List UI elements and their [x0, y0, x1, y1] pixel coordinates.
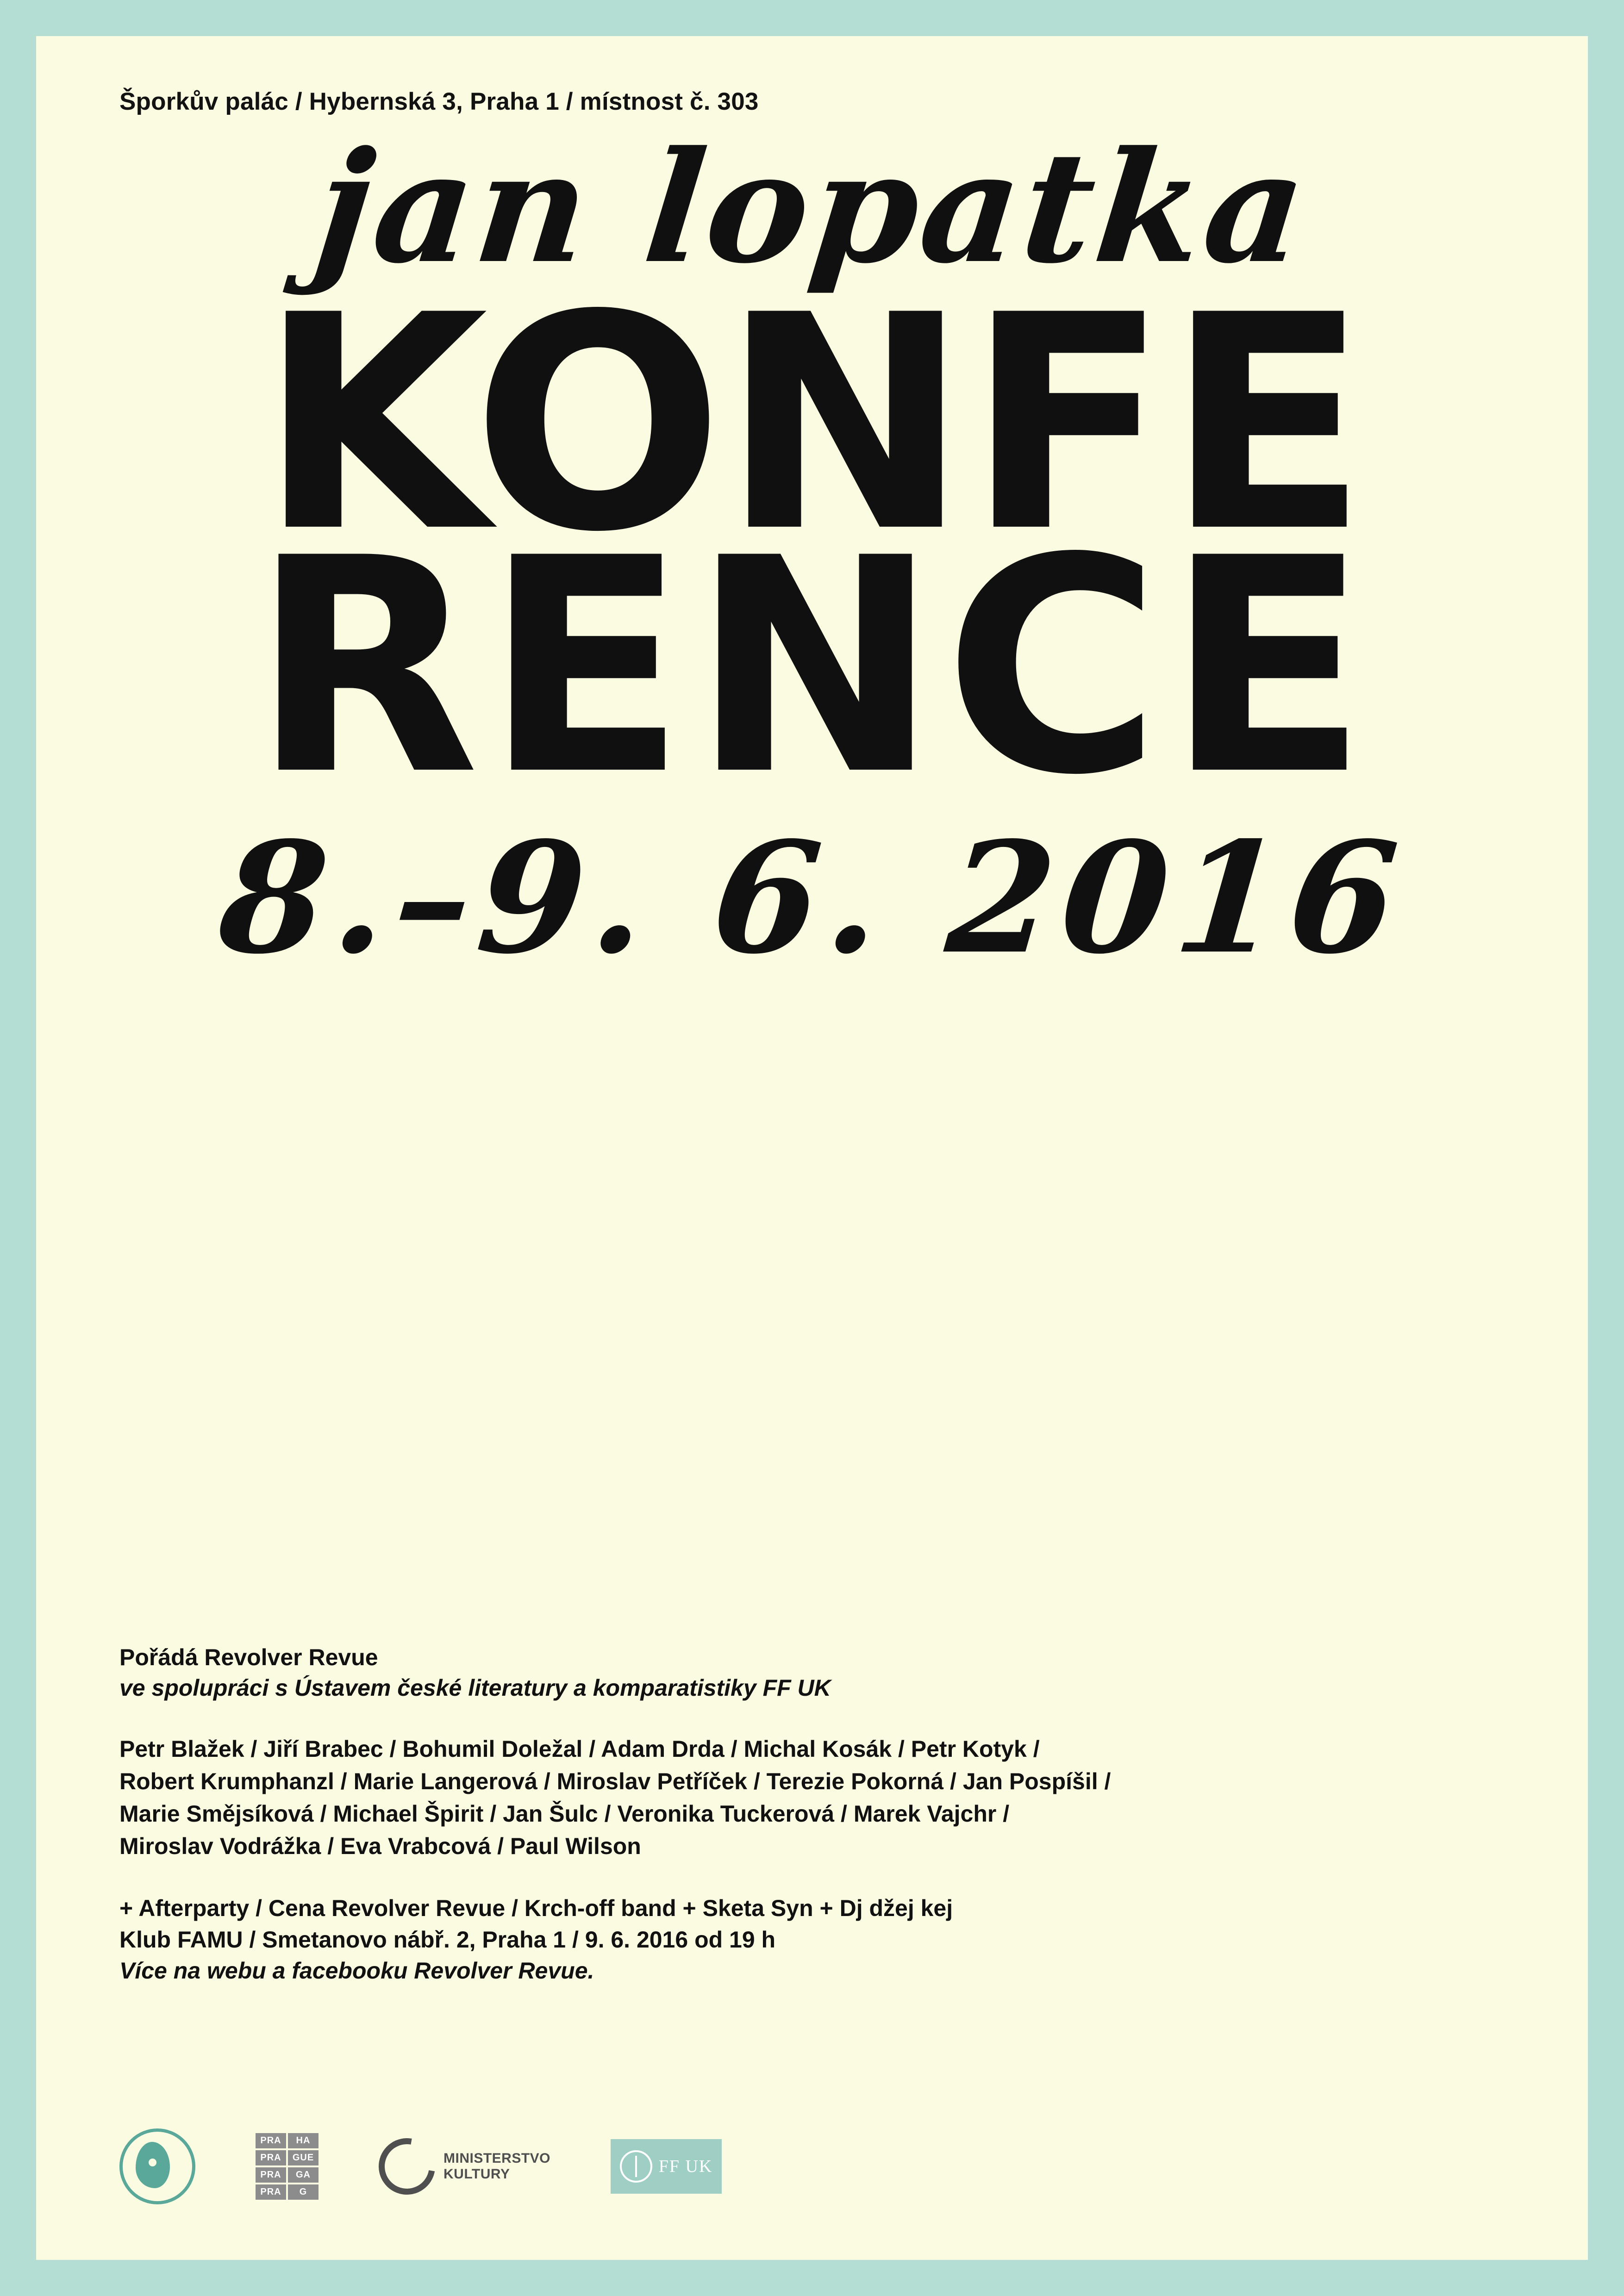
- big-word-line-1: KONFE: [258, 252, 1366, 597]
- prague-logo-cell: PRA: [256, 2150, 286, 2165]
- script-title: jan lopatka: [307, 117, 1317, 297]
- prague-logo-cell: GA: [288, 2167, 319, 2183]
- organizer-block: [119, 1642, 1514, 1703]
- revolver-revue-logo: [119, 2128, 195, 2204]
- prague-logo-cell: PRA: [256, 2167, 286, 2183]
- participants-list: [119, 1733, 1490, 1862]
- big-word: [110, 252, 1514, 840]
- prague-logo-cell: G: [288, 2184, 319, 2200]
- prague-logo-cell: GUE: [288, 2150, 319, 2165]
- ministry-logo-text: [443, 2151, 550, 2183]
- venue-line: Šporkův palác / Hybernská 3, Praha 1 / místnost č. 303: [119, 88, 759, 115]
- participants-line: Miroslav Vodrážka / Eva Vrabcová / Paul Wilson: [119, 1833, 641, 1859]
- profile-eye-shape: [149, 2159, 156, 2166]
- ministry-of-culture-logo: [379, 2138, 550, 2195]
- participants-line: Marie Smějsíková / Michael Špirit / Jan Šulc / Veronika Tuckerová / Marek Vajchr /: [119, 1801, 1010, 1827]
- ffuk-logo: [611, 2139, 722, 2194]
- organizer-line-1: Pořádá Revolver Revue: [119, 1644, 378, 1670]
- ministry-line-2: KULTURY: [443, 2166, 510, 2182]
- logo-row: [119, 2128, 722, 2204]
- ffuk-logo-text: FF UK: [658, 2157, 713, 2176]
- afterparty-line-2: Klub FAMU / Smetanovo nábř. 2, Praha 1 / 9. 6. 2016 od 19 h: [119, 1926, 776, 1953]
- poster-body: [119, 1642, 1514, 1987]
- ministry-line-1: MINISTERSTVO: [443, 2150, 551, 2166]
- date-line: 8.–9. 6. 2016: [212, 808, 1412, 988]
- big-word-line-2: RENCE: [251, 494, 1373, 840]
- afterparty-block: [119, 1893, 1514, 1987]
- organizer-line-2: ve spolupráci s Ústavem české literatury a komparatistiky FF UK: [119, 1675, 831, 1701]
- prague-logo-cell: HA: [288, 2133, 319, 2148]
- ministry-circle-icon: [368, 2127, 446, 2206]
- afterparty-line-1: + Afterparty / Cena Revolver Revue / Krch-off band + Sketa Syn + Dj džej kej: [119, 1895, 953, 1921]
- revolver-revue-icon: [119, 2128, 195, 2204]
- participants-line: Robert Krumphanzl / Marie Langerová / Miroslav Petříček / Terezie Pokorná / Jan Pospíšil /: [119, 1768, 1111, 1794]
- poster-sheet: [36, 36, 1588, 2260]
- prague-logo-cell: PRA: [256, 2184, 286, 2200]
- ffuk-seal-icon: [620, 2150, 652, 2183]
- afterparty-line-3: Více na webu a facebooku Revolver Revue.: [119, 1958, 594, 1984]
- prague-city-logo: [256, 2133, 319, 2200]
- prague-logo-cell: PRA: [256, 2133, 286, 2148]
- participants-line: Petr Blažek / Jiří Brabec / Bohumil Doležal / Adam Drda / Michal Kosák / Petr Kotyk /: [119, 1736, 1040, 1762]
